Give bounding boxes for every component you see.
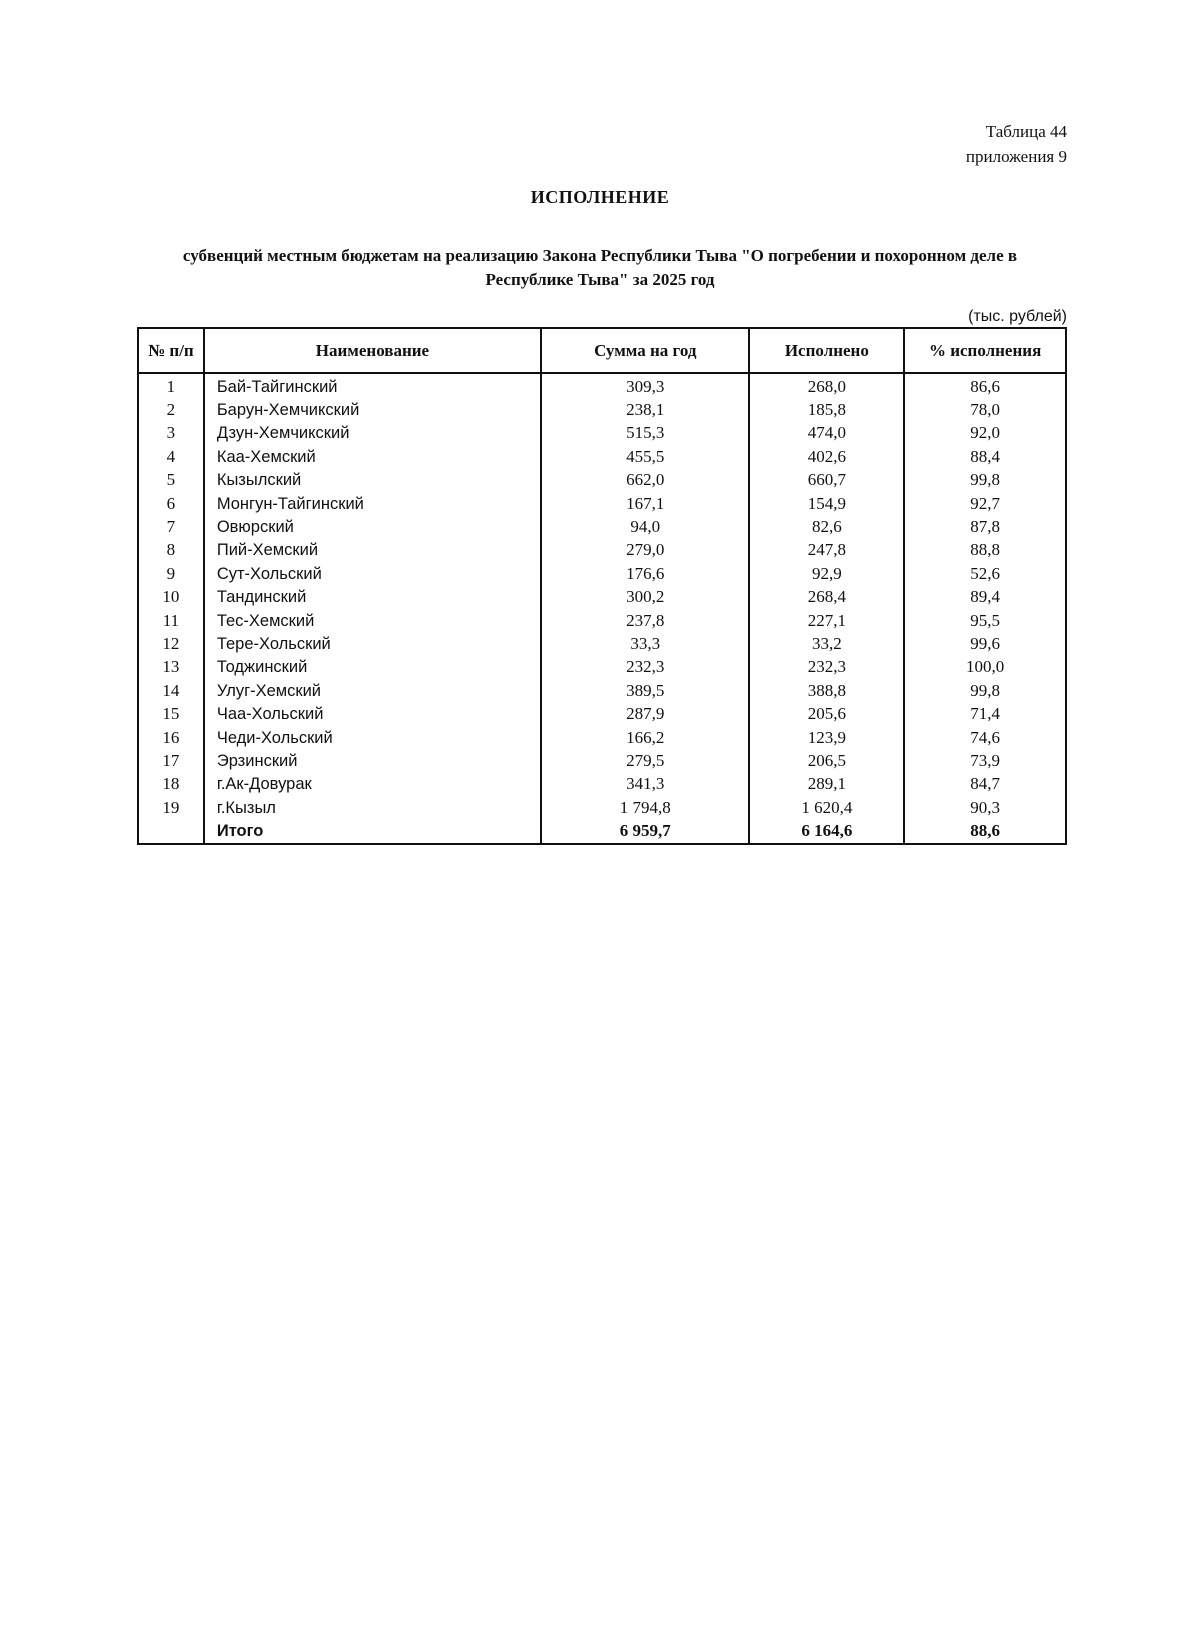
row-number: 15 [138, 702, 204, 725]
row-executed: 123,9 [749, 726, 904, 749]
row-execution-percent: 87,8 [904, 515, 1066, 538]
row-name: Тес-Хемский [204, 609, 541, 632]
row-number: 13 [138, 656, 204, 679]
row-name: Пий-Хемский [204, 539, 541, 562]
row-name: Барун-Хемчикский [204, 398, 541, 421]
row-number: 8 [138, 539, 204, 562]
row-execution-percent: 89,4 [904, 586, 1066, 609]
row-annual-sum: 166,2 [541, 726, 749, 749]
row-number: 18 [138, 773, 204, 796]
table-row [138, 422, 1066, 445]
row-number: 17 [138, 749, 204, 772]
table-row [138, 726, 1066, 749]
row-executed: 660,7 [749, 469, 904, 492]
row-annual-sum: 279,0 [541, 539, 749, 562]
total-execution-percent: 88,6 [904, 819, 1066, 843]
table-row [138, 632, 1066, 655]
row-execution-percent: 90,3 [904, 796, 1066, 819]
row-annual-sum: 287,9 [541, 702, 749, 725]
column-header-execution-percent: % исполнения [904, 328, 1066, 373]
total-number [138, 819, 204, 843]
total-annual-sum: 6 959,7 [541, 819, 749, 843]
row-name: Дзун-Хемчикский [204, 422, 541, 445]
table-row [138, 515, 1066, 538]
row-annual-sum: 300,2 [541, 586, 749, 609]
row-executed: 33,2 [749, 632, 904, 655]
row-name: Кызылский [204, 469, 541, 492]
row-name: Каа-Хемский [204, 445, 541, 468]
row-execution-percent: 92,0 [904, 422, 1066, 445]
row-number: 5 [138, 469, 204, 492]
row-executed: 206,5 [749, 749, 904, 772]
row-name: Улуг-Хемский [204, 679, 541, 702]
row-annual-sum: 279,5 [541, 749, 749, 772]
table-header-row [138, 328, 1066, 373]
row-execution-percent: 100,0 [904, 656, 1066, 679]
row-name: Чаа-Хольский [204, 702, 541, 725]
row-execution-percent: 86,6 [904, 373, 1066, 398]
row-annual-sum: 1 794,8 [541, 796, 749, 819]
row-number: 2 [138, 398, 204, 421]
row-number: 7 [138, 515, 204, 538]
row-executed: 289,1 [749, 773, 904, 796]
appendix-reference: приложения 9 [965, 147, 1067, 166]
row-number: 1 [138, 373, 204, 398]
row-annual-sum: 662,0 [541, 469, 749, 492]
table-row [138, 773, 1066, 796]
row-number: 3 [138, 422, 204, 445]
table-total-row [138, 819, 1066, 843]
column-header-annual-sum: Сумма на год [541, 328, 749, 373]
row-executed: 268,0 [749, 373, 904, 398]
row-number: 6 [138, 492, 204, 515]
row-execution-percent: 74,6 [904, 726, 1066, 749]
row-execution-percent: 92,7 [904, 492, 1066, 515]
row-name: г.Кызыл [204, 796, 541, 819]
row-executed: 388,8 [749, 679, 904, 702]
row-annual-sum: 341,3 [541, 773, 749, 796]
row-name: Тоджинский [204, 656, 541, 679]
table-row [138, 445, 1066, 468]
row-execution-percent: 99,8 [904, 679, 1066, 702]
table-row [138, 492, 1066, 515]
row-number: 9 [138, 562, 204, 585]
column-header-name: Наименование [204, 328, 541, 373]
document-subtitle: субвенций местным бюджетам на реализацию Закона Республики Тыва "О погребении и похоронном деле в Республике Тыва" за 2025 год [182, 246, 1018, 289]
row-executed: 154,9 [749, 492, 904, 515]
row-annual-sum: 389,5 [541, 679, 749, 702]
table-row [138, 586, 1066, 609]
row-name: Тере-Хольский [204, 632, 541, 655]
row-executed: 232,3 [749, 656, 904, 679]
total-name: Итого [204, 819, 541, 843]
table-row [138, 609, 1066, 632]
row-execution-percent: 95,5 [904, 609, 1066, 632]
row-number: 11 [138, 609, 204, 632]
row-executed: 268,4 [749, 586, 904, 609]
row-annual-sum: 455,5 [541, 445, 749, 468]
row-executed: 1 620,4 [749, 796, 904, 819]
row-name: Тандинский [204, 586, 541, 609]
row-annual-sum: 515,3 [541, 422, 749, 445]
row-executed: 402,6 [749, 445, 904, 468]
row-number: 12 [138, 632, 204, 655]
row-execution-percent: 88,8 [904, 539, 1066, 562]
row-annual-sum: 309,3 [541, 373, 749, 398]
table-row [138, 796, 1066, 819]
row-execution-percent: 73,9 [904, 749, 1066, 772]
row-executed: 247,8 [749, 539, 904, 562]
row-execution-percent: 88,4 [904, 445, 1066, 468]
row-annual-sum: 94,0 [541, 515, 749, 538]
row-name: Монгун-Тайгинский [204, 492, 541, 515]
row-executed: 227,1 [749, 609, 904, 632]
row-executed: 185,8 [749, 398, 904, 421]
row-annual-sum: 237,8 [541, 609, 749, 632]
table-body [138, 373, 1066, 844]
row-annual-sum: 232,3 [541, 656, 749, 679]
row-executed: 92,9 [749, 562, 904, 585]
row-annual-sum: 33,3 [541, 632, 749, 655]
column-header-executed: Исполнено [749, 328, 904, 373]
row-executed: 474,0 [749, 422, 904, 445]
row-number: 16 [138, 726, 204, 749]
table-row [138, 656, 1066, 679]
table-reference: Таблица 44 [985, 122, 1067, 141]
table-row [138, 539, 1066, 562]
row-name: г.Ак-Довурак [204, 773, 541, 796]
row-execution-percent: 78,0 [904, 398, 1066, 421]
column-header-number: № п/п [138, 328, 204, 373]
execution-table [137, 327, 1067, 845]
table-row [138, 469, 1066, 492]
row-annual-sum: 238,1 [541, 398, 749, 421]
total-executed: 6 164,6 [749, 819, 904, 843]
row-execution-percent: 71,4 [904, 702, 1066, 725]
row-name: Чеди-Хольский [204, 726, 541, 749]
table-row [138, 398, 1066, 421]
row-execution-percent: 99,6 [904, 632, 1066, 655]
row-name: Эрзинский [204, 749, 541, 772]
table-row [138, 562, 1066, 585]
row-number: 10 [138, 586, 204, 609]
table-row [138, 373, 1066, 398]
row-name: Бай-Тайгинский [204, 373, 541, 398]
row-number: 4 [138, 445, 204, 468]
row-execution-percent: 84,7 [904, 773, 1066, 796]
table-row [138, 749, 1066, 772]
units-label: (тыс. рублей) [968, 308, 1067, 325]
row-executed: 82,6 [749, 515, 904, 538]
row-executed: 205,6 [749, 702, 904, 725]
row-name: Сут-Хольский [204, 562, 541, 585]
row-name: Овюрский [204, 515, 541, 538]
row-number: 19 [138, 796, 204, 819]
row-number: 14 [138, 679, 204, 702]
table-row [138, 702, 1066, 725]
row-annual-sum: 176,6 [541, 562, 749, 585]
row-execution-percent: 52,6 [904, 562, 1066, 585]
row-annual-sum: 167,1 [541, 492, 749, 515]
table-row [138, 679, 1066, 702]
document-title: ИСПОЛНЕНИЕ [530, 187, 670, 207]
row-execution-percent: 99,8 [904, 469, 1066, 492]
